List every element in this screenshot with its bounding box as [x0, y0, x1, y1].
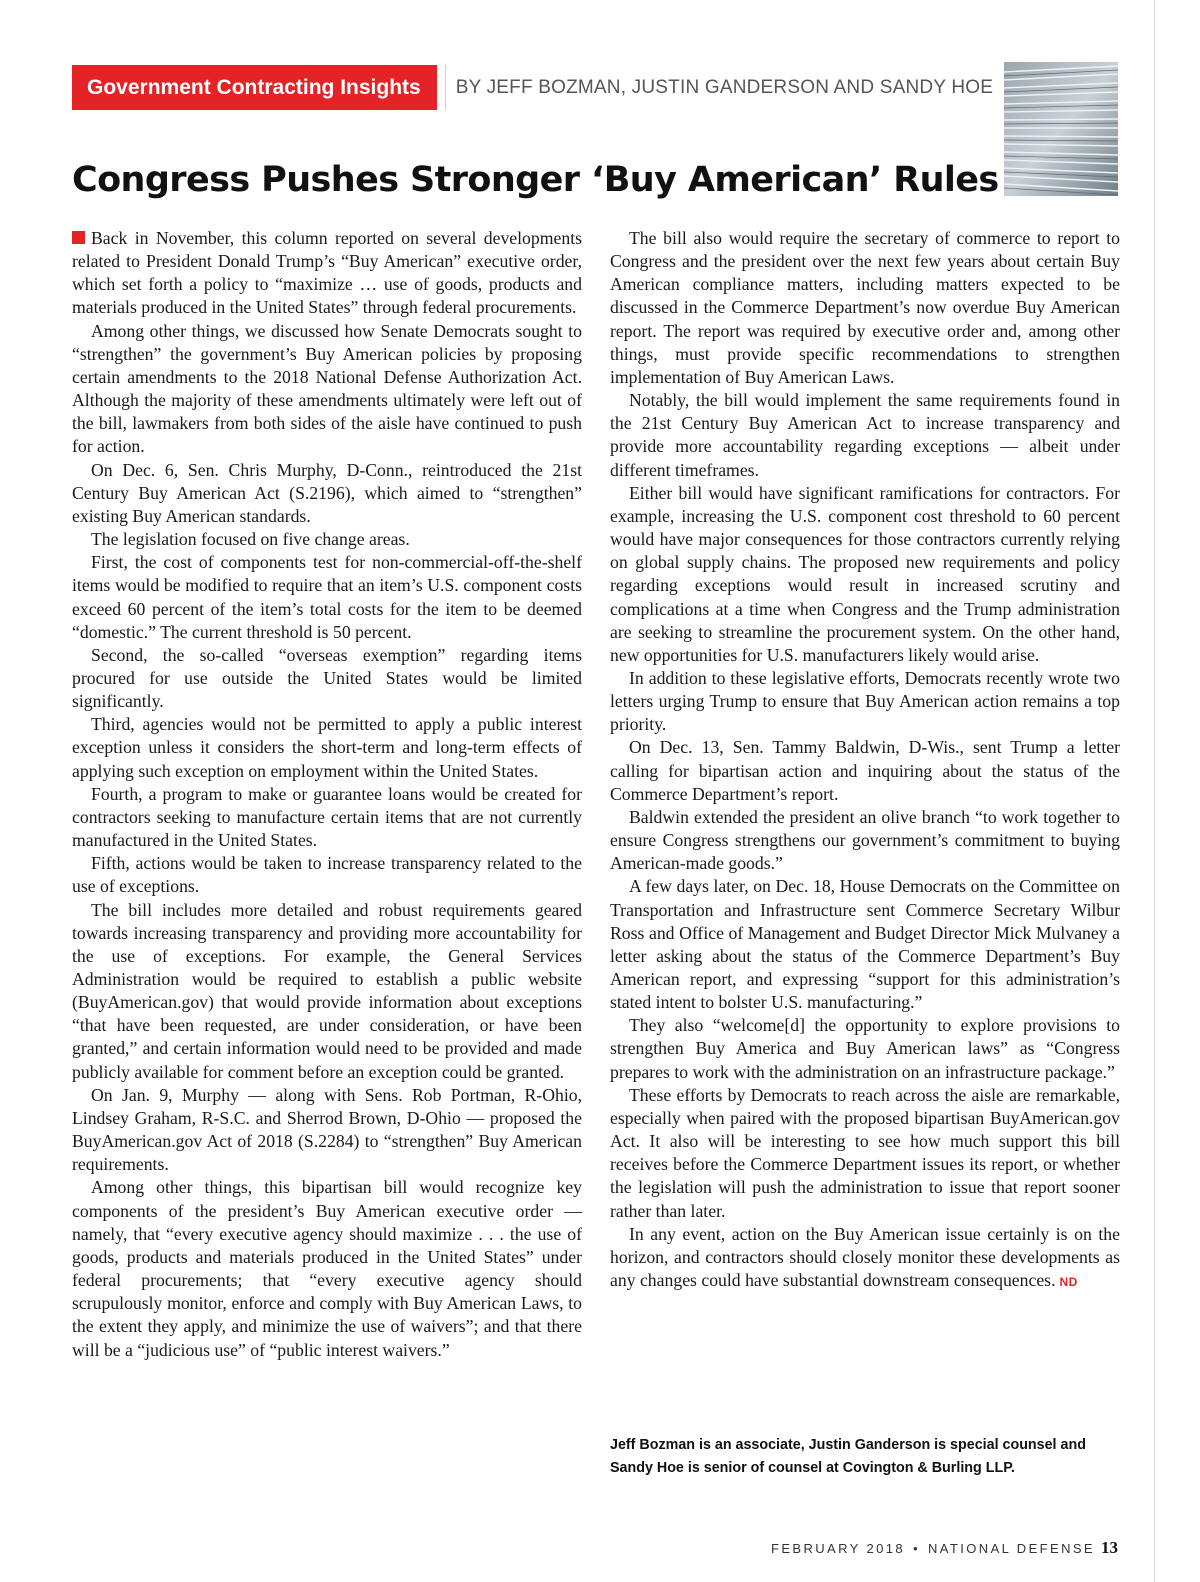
section-tag: Government Contracting Insights	[72, 65, 437, 110]
red-square-icon	[72, 231, 85, 244]
left-column	[72, 227, 582, 1362]
paragraph: Either bill would have significant ramifications for contractors. For example, increasing the U.S. component cost threshold to 60 percent would have major consequences for those contractors currently relying on global supply chains. The proposed new requirements and policy regarding exceptions would result in increased scrutiny and complications at a time when Congress and the Trump administration are seeking to streamline the procurement system. On the other hand, new opportunities for U.S. manufacturers likely would arise.	[610, 482, 1120, 665]
paragraph-text: Back in November, this column reported on several developments related to President Donald Trump’s “Buy American” executive order, which set forth a policy to “maximize … use of goods, products and materials produced in the United States” through federal procurements.	[72, 228, 582, 318]
footer-date: FEBRUARY 2018	[771, 1541, 906, 1556]
paragraph: Second, the so-called “overseas exemption” regarding items procured for use outside the United States would be limited significantly.	[72, 644, 582, 712]
paragraph: The bill includes more detailed and robust requirements geared towards increasing transparency and providing more accountability for the use of exceptions. For example, the General Services Administration would be required to establish a public website (BuyAmerican.gov) that would provide information about exceptions “that have been requested, are under consideration, or have been granted,” and certain information would need to be provided and made publicly available for comment before an exception could be granted.	[72, 899, 582, 1082]
end-mark: ND	[1059, 1275, 1078, 1290]
paragraph	[72, 227, 582, 320]
paragraph: On Dec. 13, Sen. Tammy Baldwin, D-Wis., sent Trump a letter calling for bipartisan action and inquiring about the status of the Commerce Department’s report.	[610, 737, 1120, 804]
paragraph: Among other things, we discussed how Senate Democrats sought to “strengthen” the government’s Buy American policies by proposing certain amendments to the 2018 National Defense Authorization Act. Although the majority of these amendments ultimately were left out of the bill, lawmakers from both sides of the aisle have continued to push for action.	[72, 320, 582, 457]
paragraph: In addition to these legislative efforts, Democrats recently wrote two letters urging Trump to ensure that Buy American action remains a top priority.	[610, 667, 1120, 735]
paragraph: First, the cost of components test for non-commercial-off-the-shelf items would be modified to require that an item’s U.S. component costs exceed 60 percent of the item’s total costs for the item to be deemed “domestic.” The current threshold is 50 percent.	[72, 552, 582, 642]
paragraph: Notably, the bill would implement the same requirements found in the 21st Century Buy American Act to increase transparency and provide more accountability regarding exceptions — albeit under different timeframes.	[610, 390, 1120, 480]
paper-stack-icon	[1004, 62, 1118, 196]
author-note: Jeff Bozman is an associate, Justin Ganderson is special counsel and Sandy Hoe is senior of counsel at Covington & Burling LLP.	[610, 1437, 1086, 1476]
page-footer	[771, 1538, 1118, 1558]
byline: BY JEFF BOZMAN, JUSTIN GANDERSON AND SANDY HOE	[445, 65, 993, 110]
right-column	[610, 227, 1120, 1294]
page-edge-rule	[1154, 0, 1155, 1582]
paragraph: The bill also would require the secretary of commerce to report to Congress and the president over the next few years about certain Buy American compliance matters, including matters expected to be discussed in the Commerce Department’s now overdue Buy American report. The report was required by executive order and, among other things, must provide specific recommendations to strengthen implementation of Buy American Laws.	[610, 228, 1120, 387]
paragraph: Third, agencies would not be permitted to apply a public interest exception unless it considers the short-term and long-term effects of applying such exception on employment within the United States.	[72, 714, 582, 781]
section-header	[72, 65, 993, 110]
paragraph: Fourth, a program to make or guarantee loans would be created for contractors seeking to manufacture certain items that are not currently manufactured in the United States.	[72, 783, 582, 851]
paragraph: Baldwin extended the president an olive branch “to work together to ensure Congress strengthens our government’s commitment to buying American-made goods.”	[610, 806, 1120, 874]
footer-publication: NATIONAL DEFENSE	[928, 1541, 1095, 1556]
page-number: 13	[1101, 1538, 1118, 1557]
paragraph: These efforts by Democrats to reach across the aisle are remarkable, especially when paired with the proposed bipartisan BuyAmerican.gov Act. It also will be interesting to see how much support this bill receives before the Commerce Department issues its report, or whether the legislation will push the administration to issue that report sooner rather than later.	[610, 1084, 1120, 1221]
headline: Congress Pushes Stronger ‘Buy American’ Rules	[72, 160, 999, 200]
paragraph: On Jan. 9, Murphy — along with Sens. Rob Portman, R-Ohio, Lindsey Graham, R-S.C. and Sherrod Brown, D-Ohio — proposed the BuyAmerican.gov Act of 2018 (S.2284) to “strengthen” Buy American requirements.	[72, 1084, 582, 1175]
paragraph: They also “welcome[d] the opportunity to explore provisions to strengthen Buy America and Buy American laws” as “Congress prepares to work with the administration on an infrastructure package.”	[610, 1015, 1120, 1082]
paragraph: The legislation focused on five change areas.	[91, 529, 410, 550]
paragraph-text: In any event, action on the Buy American issue certainly is on the horizon, and contractors should closely monitor these developments as any changes could have substantial downstream consequences.	[610, 1223, 1120, 1291]
footer-separator: •	[913, 1541, 921, 1556]
paragraph: Among other things, this bipartisan bill would recognize key components of the president’s Buy American executive order — namely, that “every executive agency should maximize . . . the use of goods, products and materials produced in the United States” under federal procurements; that “every executive agency should scrupulously monitor, enforce and comply with Buy American Laws, to the extent they apply, and minimize the use of waivers”; and that there will be a “judicious use” of “public interest waivers.”	[72, 1177, 582, 1360]
paragraph: On Dec. 6, Sen. Chris Murphy, D-Conn., reintroduced the 21st Century Buy American Act (S.2196), which aimed to “strengthen” existing Buy American standards.	[72, 459, 582, 526]
paragraph: Fifth, actions would be taken to increase transparency related to the use of exceptions.	[72, 853, 582, 897]
paragraph	[610, 1223, 1120, 1294]
paragraph: A few days later, on Dec. 18, House Democrats on the Committee on Transportation and Infrastructure sent Commerce Secretary Wilbur Ross and Office of Management and Budget Director Mick Mulvaney a letter asking about the status of the Commerce Department’s Buy American report, and expressing “support for this administration’s stated intent to bolster U.S. manufacturing.”	[610, 876, 1120, 1013]
